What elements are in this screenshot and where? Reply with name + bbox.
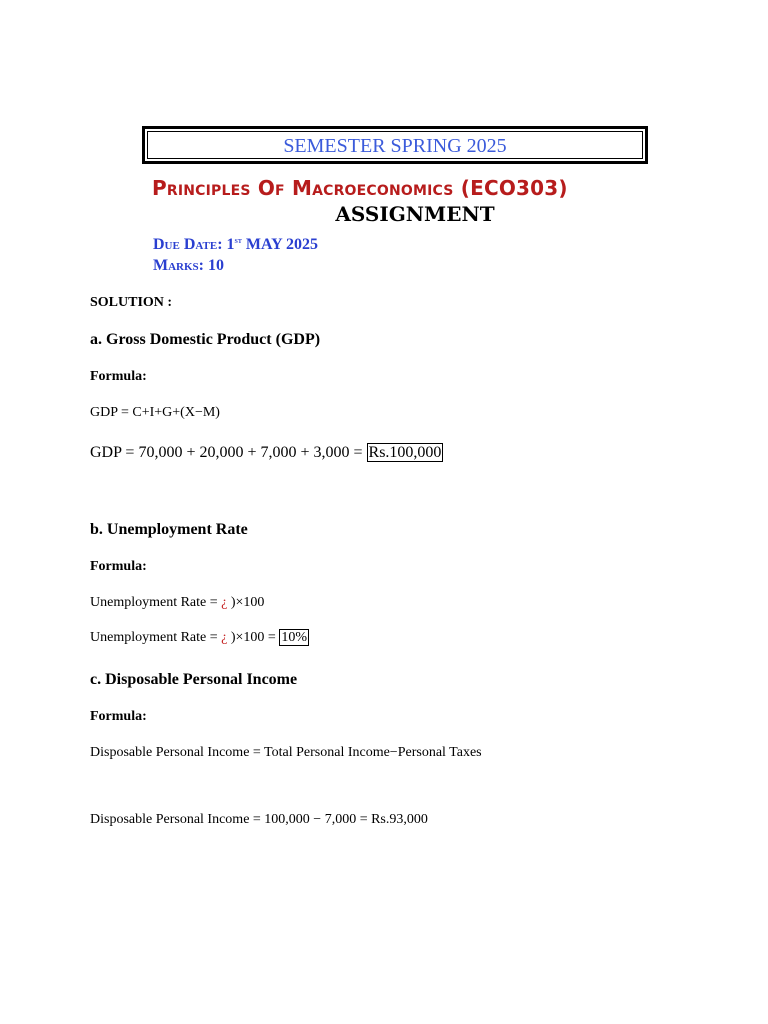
gdp-heading: a. Gross Domestic Product (GDP) [90,331,321,348]
gdp-formula-label: Formula: [90,369,147,384]
due-date [153,236,318,254]
income-formula: Disposable Personal Income = Total Personal Income−Personal Taxes [90,745,482,760]
gdp-formula: GDP = C+I+G+(X−M) [90,405,220,420]
unemployment-formula-glyph: ¿ [221,595,228,610]
gdp-calc-text: GDP = 70,000 + 20,000 + 7,000 + 3,000 = [90,444,367,461]
due-date-suffix: st [234,235,242,245]
income-formula-label: Formula: [90,709,147,724]
unemployment-calculation [90,630,309,646]
unemployment-heading: b. Unemployment Rate [90,521,248,538]
unemployment-formula-prefix: Unemployment Rate = [90,595,222,610]
due-date-value: MAY 2025 [241,236,319,253]
unemployment-result: 10% [281,630,307,645]
semester-banner [142,126,648,164]
unemployment-formula-label: Formula: [90,559,147,574]
semester-title: SEMESTER SPRING 2025 [147,131,643,159]
income-heading: c. Disposable Personal Income [90,671,298,688]
unemployment-formula [90,595,264,611]
gdp-calculation [90,444,443,462]
unemployment-calc-prefix: Unemployment Rate = [90,630,222,645]
due-date-label: Due Date: 1 [153,236,235,253]
assignment-title: ASSIGNMENT [335,202,495,226]
unemployment-calc-suffix: )×100 = [227,630,280,645]
solution-label: SOLUTION : [90,295,173,310]
marks: Marks: 10 [153,257,224,274]
course-title: Principles Of Macroeconomics (ECO303) [152,176,568,200]
unemployment-calc-glyph: ¿ [221,630,228,645]
unemployment-formula-suffix: )×100 [227,595,265,610]
gdp-result: Rs.100,000 [368,444,442,461]
income-calculation: Disposable Personal Income = 100,000 − 7,000 = Rs.93,000 [90,812,428,827]
